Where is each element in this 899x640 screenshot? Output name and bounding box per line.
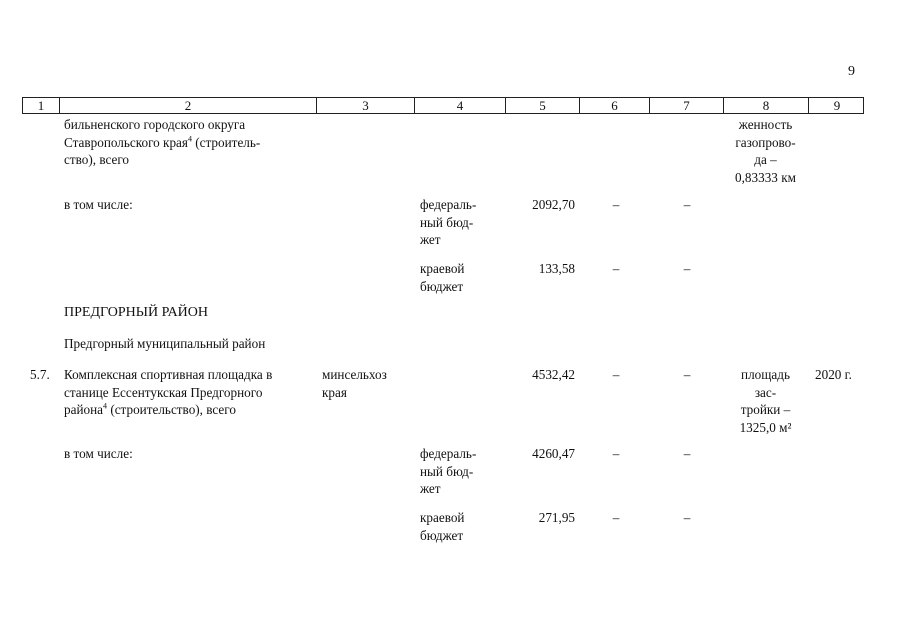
column-header-6: 6 [580,98,650,113]
dash-col7: – [683,510,691,525]
column-header-5: 5 [506,98,580,113]
object-name-continued: бильненского городского округа Ставропольского края$^4$ (строитель- ство), всего [64,117,261,167]
regional-budget-source: краевой бюджет [420,261,465,294]
completion-year: 2020 г. [815,367,852,382]
dash-col6: – [612,367,620,382]
executor: минсельхоз края [322,367,387,400]
dash-col7: – [683,367,691,382]
item-number: 5.7. [30,367,50,382]
column-header-7: 7 [650,98,724,113]
federal-amount: 4260,47 [532,446,575,461]
federal-budget-source: федераль- ный бюд- жет [420,446,477,496]
dash-col7: – [683,446,691,461]
table-header-row [22,97,864,114]
column-header-3: 3 [317,98,415,113]
dash-col6: – [612,261,620,276]
column-header-1: 1 [23,98,60,113]
regional-amount: 271,95 [538,510,575,525]
municipality-title: Предгорный муниципальный район [64,336,266,351]
result-indicator-continued: женность газопрово- да – 0,83333 км [735,117,796,185]
in-total-label: в том числе: [64,197,133,212]
dash-col6: – [612,197,620,212]
federal-amount: 2092,70 [532,197,575,212]
column-header-2: 2 [60,98,317,113]
object-name: Комплексная спортивная площадка в станице Ессентукская Предгорного района$^4$ (строительство), всего [64,367,273,417]
dash-col7: – [683,197,691,212]
page-number: 9 [848,64,855,79]
federal-budget-source: федераль- ный бюд- жет [420,197,477,247]
column-header-9: 9 [833,98,841,113]
dash-col7: – [683,261,691,276]
dash-col6: – [612,510,620,525]
column-header-8: 8 [724,98,809,113]
district-title: ПРЕДГОРНЫЙ РАЙОН [64,305,209,320]
regional-amount: 133,58 [538,261,575,276]
column-header-4: 4 [415,98,506,113]
total-amount: 4532,42 [532,367,575,382]
dash-col6: – [612,446,620,461]
in-total-label: в том числе: [64,446,133,461]
regional-budget-source: краевой бюджет [420,510,465,543]
result-indicator: площадь зас- тройки – 1325,0 м² [739,367,792,435]
